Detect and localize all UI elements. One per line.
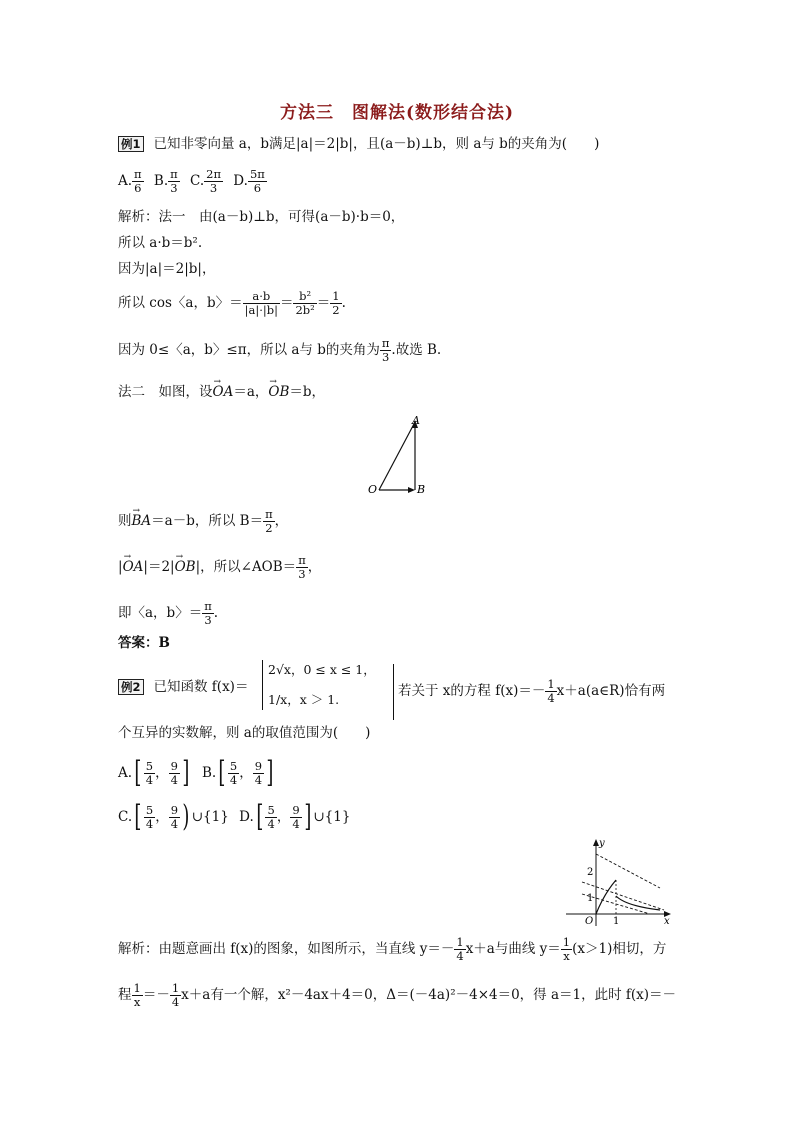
example-2-solution-line-2: 程 $\frac{1}{x}$ ＝－ $\frac{1}{4}$ x＋a有一个解，x²－4ax＋4＝0，Δ＝(－4a)²－4×4＝0，得 a＝1，此时 f(x)＝－: [118, 981, 677, 1009]
reciprocal-curve: [616, 896, 660, 910]
oa-segment: [379, 422, 415, 490]
example-1-tag: 例1: [118, 136, 144, 152]
sqrt-curve: [596, 880, 616, 914]
solution-line-4: 所以 cos〈a，b〉＝ $\frac{a\cdot b}{|a|\cdot|b|}$ ＝ $\frac{\text{b²}}{\text{2b²}}$ ＝ $\frac{1}{2}$ .: [118, 289, 346, 317]
option-a: A.[ $\frac{5}{4}$ ， $\frac{9}{4}$ ]: [118, 755, 190, 790]
option-d: D. $\frac{5\pi}{6}$: [233, 167, 265, 195]
graph-label-x1: 1: [613, 916, 620, 927]
solution-line-3: 因为|a|＝2|b|，: [118, 261, 216, 277]
example-2-options-cd: [118, 799, 351, 834]
piecewise-close-bracket: [392, 664, 394, 720]
option-b: B. $\frac{\pi}{3}$: [153, 167, 178, 195]
solution-line-2: 所以 a·b＝b².: [118, 235, 203, 251]
method-2-line: 法二 如图，设→ OA＝a，→ OB＝b，: [118, 383, 325, 401]
page-title: 方法三 图解法(数形结合法): [279, 103, 515, 123]
example-2-question-cont: 若关于 x的方程 f(x)＝－ $\frac{1}{4}$ x＋a(a∈R)恰有两: [398, 677, 666, 705]
option-b: B.[ $\frac{5}{4}$ ， $\frac{9}{4}$ ]: [201, 755, 274, 790]
solution-line-1: 解析：法一 由(a－b)⊥b，可得(a－b)·b＝0，: [118, 209, 405, 225]
example-1-question: 例1 已知非零向量 a，b满足|a|＝2|b|，且(a－b)⊥b，则 a与 b的夹角为( ): [118, 135, 599, 153]
option-a: A. $\frac{\pi}{6}$: [118, 167, 142, 195]
tangent-line-upper: [596, 854, 660, 888]
example-2-tag: 例2: [118, 679, 144, 695]
label-a: A: [412, 414, 420, 427]
solution-line-9: 即〈a，b〉＝ $\frac{\pi}{3}$ .: [118, 599, 219, 627]
label-o: O: [368, 483, 378, 496]
vector-triangle-figure: [360, 412, 440, 498]
example-2-question-line2: 个互异的实数解，则 a的取值范围为( ): [118, 725, 371, 741]
solution-line-5: 因为 0≤〈a，b〉≤π，所以 a与 b的夹角为 $\frac{\pi}{3}$ .故选 B.: [118, 336, 442, 364]
example-1-options: [118, 168, 267, 195]
graph-label-y2: 2: [587, 867, 594, 878]
solution-line-7: 则→ BA＝a－b，所以 B＝ $\frac{\pi}{2}$ ，: [118, 508, 288, 535]
function-graph-figure: [560, 836, 675, 928]
option-d: D.[ $\frac{5}{4}$ ， $\frac{9}{4}$ ] ∪{1}: [239, 799, 351, 834]
example-2-solution-line-1: 解析：由题意画出 f(x)的图象，如图所示，当直线 y＝－ $\frac{1}{4}$ x＋a与曲线 y＝ $\frac{1}{x}$ (x＞1)相切，方: [118, 935, 667, 963]
example-2-options-ab: [118, 755, 276, 790]
option-c: C. $\frac{2\pi}{3}$: [189, 167, 221, 195]
piecewise-cases: [262, 660, 388, 710]
graph-label-x: x: [664, 916, 670, 927]
answer-1: 答案：B: [118, 635, 170, 651]
label-b: B: [417, 483, 426, 496]
b-arrowhead: [408, 487, 415, 493]
solution-line-8: |→ OA|＝2|→ OB|，所以∠AOB＝ $\frac{\pi}{3}$ ，: [118, 554, 321, 581]
graph-label-origin: O: [585, 916, 594, 927]
case-1: 2√x，0 ≤ x ≤ 1，: [268, 662, 376, 677]
graph-label-y1: 1: [587, 893, 594, 904]
example-2-question: 例2 已知函数 f(x)＝: [118, 678, 248, 696]
option-c: C.[ $\frac{5}{4}$ ， $\frac{9}{4}$ ) ∪{1}: [118, 799, 229, 834]
case-2: 1/x，x ＞ 1.: [268, 692, 340, 707]
graph-label-y: y: [599, 838, 605, 849]
